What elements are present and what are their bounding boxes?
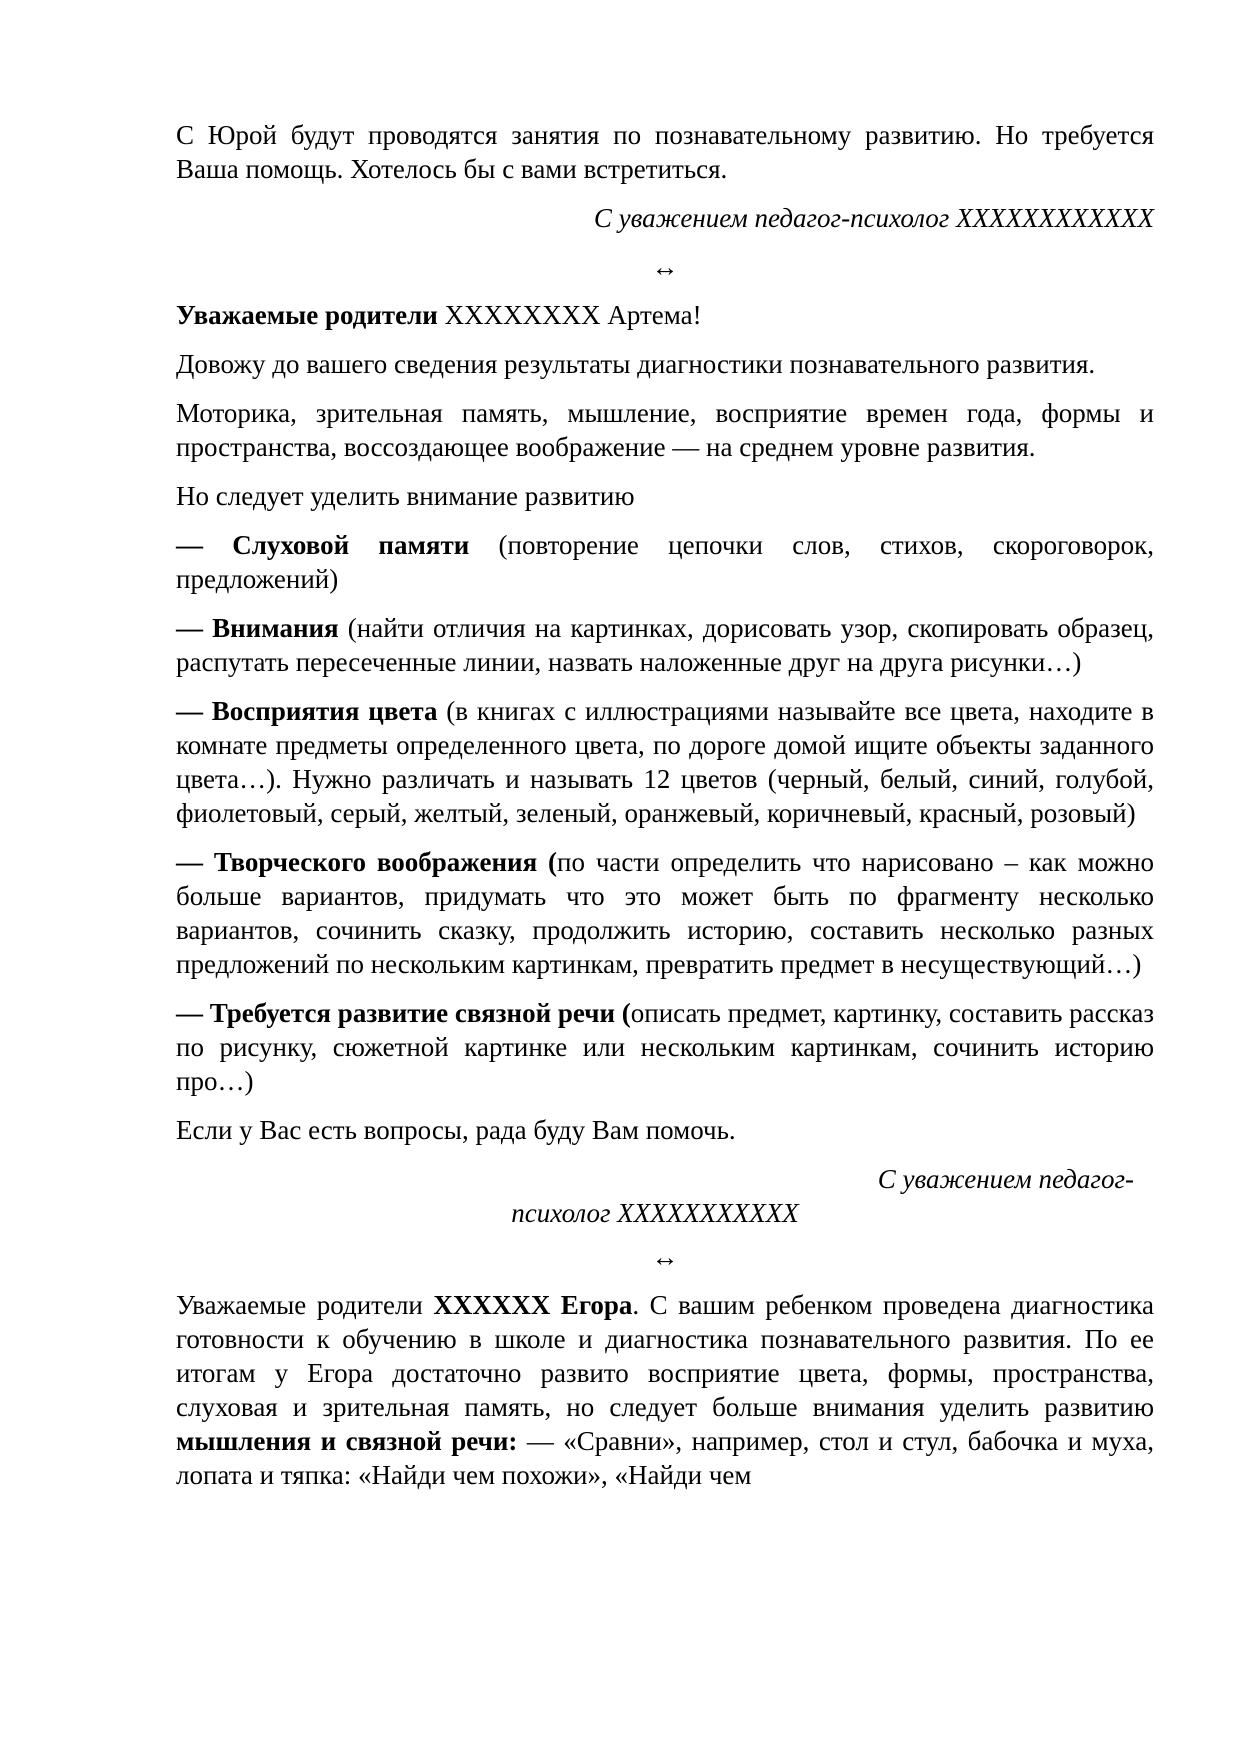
egor-text-2: . С вашим ребенком проведена диагностика готовности к обучению в школе и диагностика познавательного развития. По ее итогам у Егора достаточно развито восприятие цвета, формы, пространства, слуховая и зрительная память, но следует больше внимания уделить развитию (176, 1290, 1154, 1422)
list-item-title: — Внимания (176, 613, 339, 643)
paragraph-levels: Моторика, зрительная память, мышление, восприятие времен года, формы и пространства, воссоздающее воображение — на среднем уровне развития. (176, 398, 1154, 462)
list-item (176, 611, 1154, 679)
list-item-title: — Слуховой памяти (176, 530, 470, 560)
signature-2-line2: психолог ХХХХХХХХХХХ (511, 1198, 799, 1228)
list-item-text: (в книгах с иллюстрациями называйте все цвета, находите в комнате предметы определенного цвета, по дороге домой ищите объекты заданного цвета…). Нужно различать и называть 12 цветов (черный, белый, синий, голубой, фиолетовый, серый, желтый, зеленый, оранжевый, коричневый, красный, розовый) (176, 696, 1154, 828)
list-item-text: (найти отличия на картинках, дорисовать узор, скопировать образец, распутать пересеченные линии, назвать наложенные друг на друга рисунки…) (176, 613, 1154, 677)
list-item-text: (повторение цепочки слов, стихов, скороговорок, предложений) (176, 530, 1154, 594)
paragraph-results: Довожу до вашего сведения результаты диагностики познавательного развития. (176, 349, 1096, 379)
egor-bold-2: мышления и связной речи: (176, 1426, 518, 1456)
greeting-bold: Уважаемые родители (176, 300, 438, 330)
list-item (176, 528, 1154, 596)
paragraph-yura: С Юрой будут проводятся занятия по познавательному развитию. Но требуется Ваша помощь. Хотелось бы с вами встретиться. (176, 120, 1154, 184)
signature-2-line1: С уважением педагог- (877, 1164, 1134, 1194)
document-page (176, 118, 1154, 1507)
separator-2: ↔ (651, 1242, 679, 1272)
list-item (176, 845, 1154, 981)
greeting-rest: ХХХХХХХХ Артема! (437, 300, 702, 330)
list-item (176, 996, 1154, 1098)
list-item-title: — Восприятия цвета (176, 696, 438, 726)
egor-text-3: — «Сравни», например, стол и стул, бабочка и муха, лопата и тяпка: «Найди чем похожи», «Найди чем (176, 1426, 1155, 1490)
signature-1: С уважением педагог-психолог ХХХХХХХХХХХХ (593, 203, 1154, 233)
list-item-title: — Творческого воображения ( (176, 847, 558, 877)
list-item-text: по части определить что нарисовано – как можно больше вариантов, придумать что это может быть по фрагменту несколько вариантов, сочинить сказку, продолжить историю, составить несколько разных предложений по нескольким картинкам, превратить предмет в несуществующий…) (176, 847, 1154, 979)
egor-text-1: Уважаемые родители (176, 1290, 434, 1320)
signature-2 (176, 1162, 1134, 1230)
list-item (176, 694, 1154, 830)
paragraph-closing: Если у Вас есть вопросы, рада буду Вам помочь. (176, 1115, 736, 1145)
egor-name-bold: ХХХХХХ Егора (433, 1290, 633, 1320)
list-item-text: описать предмет, картинку, составить рассказ по рисунку, сюжетной картинке или нескольким картинкам, сочинить историю про…) (176, 998, 1154, 1096)
paragraph-egor (176, 1288, 1154, 1492)
list-item-title: — Требуется развитие связной речи ( (176, 998, 631, 1028)
separator-1: ↔ (651, 252, 679, 282)
paragraph-attention: Но следует уделить внимание развитию (176, 481, 635, 511)
greeting-artem (176, 298, 1154, 332)
